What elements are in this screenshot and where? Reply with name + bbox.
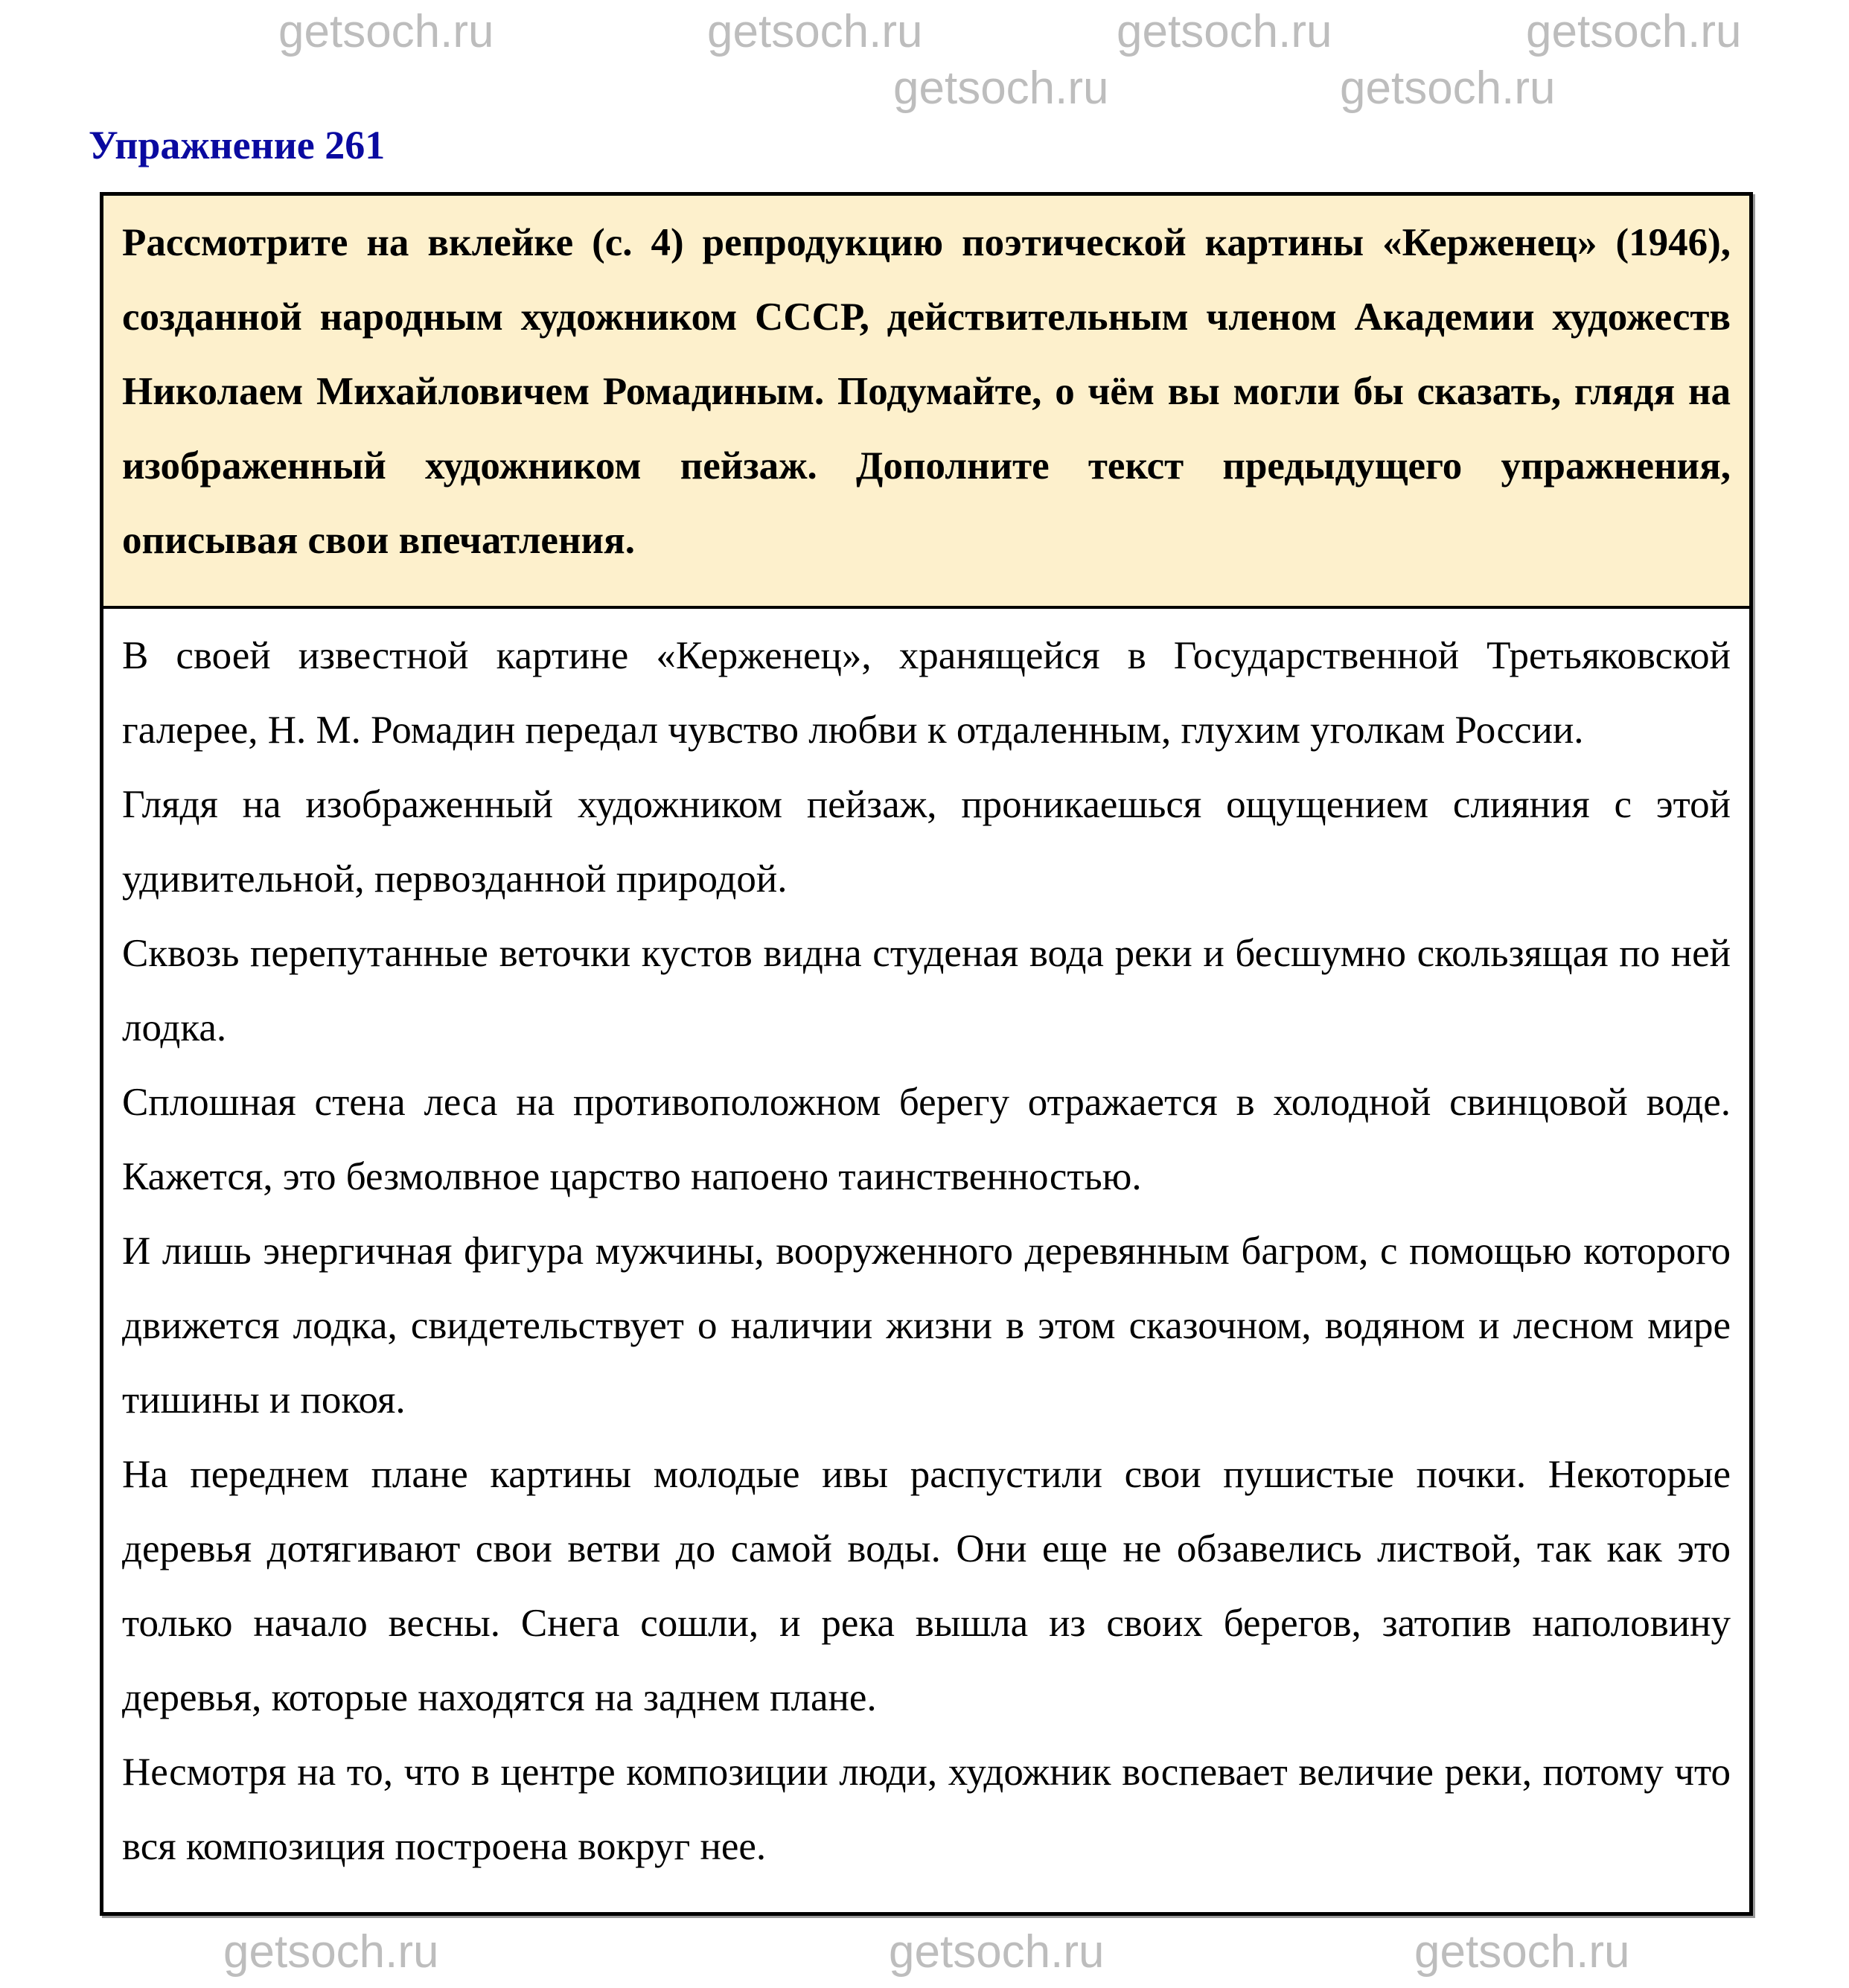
answer-cell xyxy=(103,609,1749,1912)
answer-paragraph: Глядя на изображенный художником пейзаж, проникаешься ощущением слияния с этой удивительной, первозданной природой. xyxy=(122,783,1731,901)
answer-paragraph: На переднем плане картины молодые ивы распустили свои пушистые почки. Некоторые деревья дотягивают свои ветви до самой воды. Они еще не обзавелись листвой, так как это только начало весны. Снега сошли, и река вышла из своих берегов, затопив наполовину деревья, которые находятся на заднем плане. xyxy=(122,1453,1731,1719)
watermark: getsoch.ru xyxy=(1414,1926,1630,1978)
watermark: getsoch.ru xyxy=(1526,6,1742,57)
watermark: getsoch.ru xyxy=(223,1926,439,1978)
answer-paragraph: В своей известной картине «Керженец», хранящейся в Государственной Третьяковской галерее, Н. М. Ромадин передал чувство любви к отдаленным, глухим уголкам России. xyxy=(122,634,1731,752)
watermark: getsoch.ru xyxy=(278,6,494,57)
answer-paragraph: Несмотря на то, что в центре композиции люди, художник воспевает величие реки, потому что вся композиция построена вокруг нее. xyxy=(122,1751,1731,1868)
answer-paragraph: Сплошная стена леса на противоположном берегу отражается в холодной свинцовой воде. Кажется, это безмолвное царство напоено таинственностью. xyxy=(122,1081,1731,1198)
watermark: getsoch.ru xyxy=(707,6,923,57)
watermark: getsoch.ru xyxy=(1117,6,1332,57)
answer-paragraph: И лишь энергичная фигура мужчины, вооруженного деревянным багром, с помощью которого движется лодка, свидетельствует о наличии жизни в этом сказочном, водяном и лесном мире тишины и покоя. xyxy=(122,1230,1731,1422)
watermark: getsoch.ru xyxy=(889,1926,1105,1978)
exercise-title: Упражнение 261 xyxy=(89,123,386,167)
task-text: Рассмотрите на вклейке (с. 4) репродукцию поэтической картины «Керженец» (1946), созданной народным художником СССР, действительным членом Академии художеств Николаем Михайловичем Ромадиным. Подумайте, о чём вы могли бы сказать, глядя на изображенный художником пейзаж. Дополните текст предыдущего упражнения, описывая свои впечатления. xyxy=(103,196,1749,609)
watermark: getsoch.ru xyxy=(893,63,1109,114)
answer-paragraph: Сквозь перепутанные веточки кустов видна студеная вода реки и бесшумно скользящая по ней лодка. xyxy=(122,932,1731,1049)
exercise-table xyxy=(100,192,1753,1916)
watermark: getsoch.ru xyxy=(1340,63,1556,114)
